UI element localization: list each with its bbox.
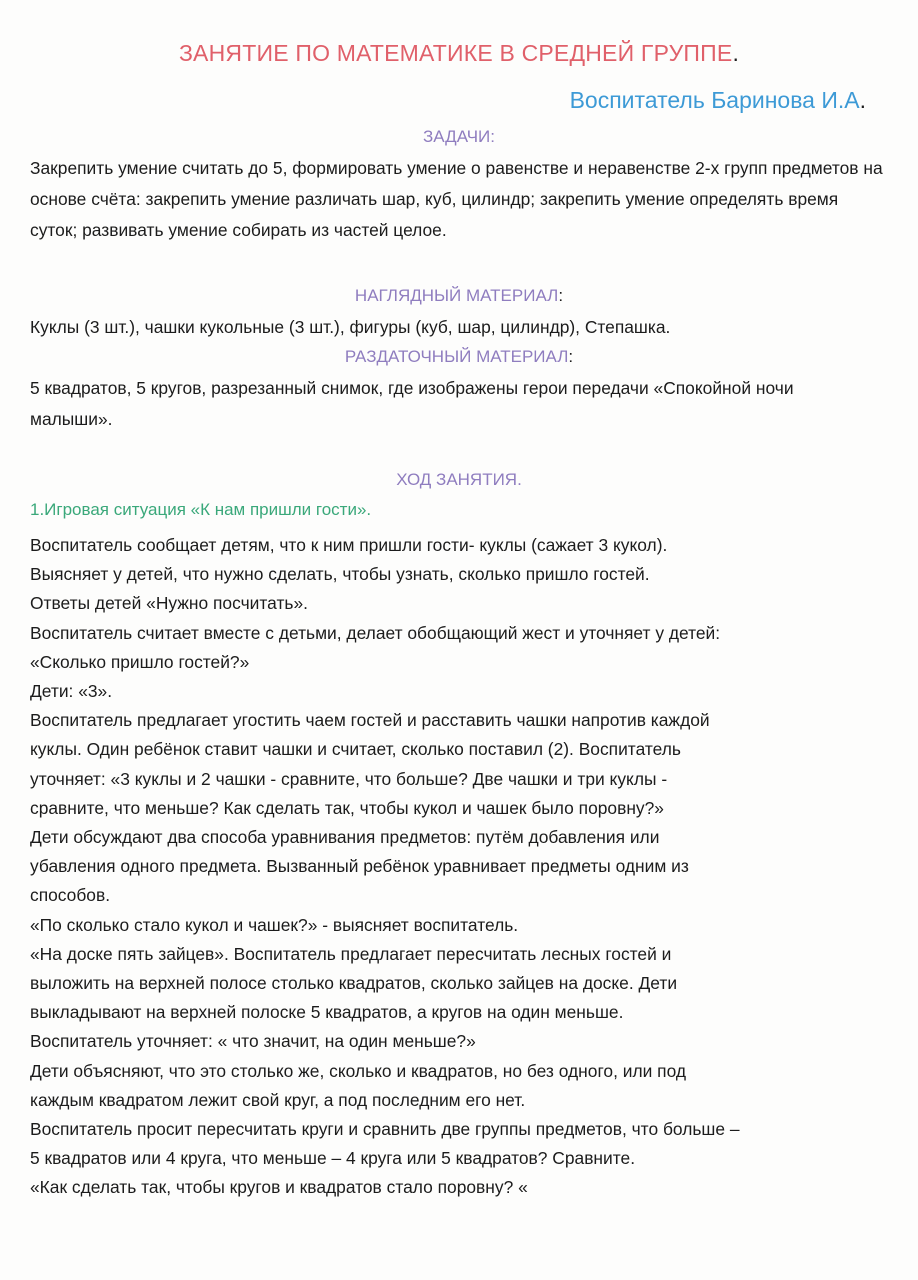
body-line: куклы. Один ребёнок ставит чашки и считает, сколько поставил (2). Воспитатель bbox=[30, 739, 681, 760]
body-line: «На доске пять зайцев». Воспитатель предлагает пересчитать лесных гостей и bbox=[30, 943, 672, 964]
body-line: «Сколько пришло гостей?» bbox=[30, 651, 250, 672]
author-text: Воспитатель Баринова И.А bbox=[569, 87, 860, 113]
author-line: Воспитатель Баринова И.А. bbox=[569, 87, 866, 113]
body-line: 5 квадратов или 4 круга, что меньше – 4 круга или 5 квадратов? Сравните. bbox=[30, 1148, 636, 1169]
body-line: выкладывают на верхней полоске 5 квадратов, а кругов на один меньше. bbox=[30, 1002, 624, 1023]
body-line: выложить на верхней полосе столько квадратов, сколько зайцев на доске. Дети bbox=[30, 973, 678, 994]
course-heading: ХОД ЗАНЯТИЯ. bbox=[396, 470, 522, 489]
title-text: ЗАНЯТИЕ ПО МАТЕМАТИКЕ В СРЕДНЕЙ ГРУППЕ bbox=[178, 40, 733, 66]
step1-title: 1.Игровая ситуация «К нам пришли гости». bbox=[30, 500, 372, 519]
body-line: Выясняет у детей, что нужно сделать, чтобы узнать, сколько пришло гостей. bbox=[30, 564, 650, 585]
body-line: Воспитатель сообщает детям, что к ним пришли гости- куклы (сажает 3 кукол). bbox=[30, 535, 668, 555]
body-line: способов. bbox=[30, 885, 111, 906]
body-line: Ответы детей «Нужно посчитать». bbox=[30, 593, 308, 614]
tasks-heading: ЗАДАЧИ: bbox=[423, 127, 495, 146]
body-line: убавления одного предмета. Вызванный ребёнок уравнивает предметы одним из bbox=[30, 856, 689, 877]
visual-material-text: Куклы (3 шт.), чашки кукольные (3 шт.), фигуры (куб, шар, цилиндр), Степашка. bbox=[30, 317, 671, 337]
body-line: уточняет: «3 куклы и 2 чашки - сравните, что больше? Две чашки и три куклы - bbox=[30, 768, 668, 789]
body-line: Воспитатель считает вместе с детьми, делает обобщающий жест и уточняет у детей: bbox=[30, 622, 721, 643]
body-line: Дети объясняют, что это столько же, сколько и квадратов, но без одного, или под bbox=[30, 1060, 687, 1081]
lesson-body bbox=[30, 531, 905, 1203]
body-line: «По сколько стало кукол и чашек?» - выясняет воспитатель. bbox=[30, 914, 519, 935]
body-line: Воспитатель уточняет: « что значит, на один меньше?» bbox=[30, 1031, 476, 1052]
body-line: «Как сделать так, чтобы кругов и квадратов стало поровну? « bbox=[30, 1177, 528, 1198]
body-line: сравните, что меньше? Как сделать так, чтобы кукол и чашек было поровну?» bbox=[30, 797, 664, 818]
body-line: Воспитатель предлагает угостить чаем гостей и расставить чашки напротив каждой bbox=[30, 710, 710, 731]
body-line: Дети: «3». bbox=[30, 681, 113, 702]
visual-material-heading: НАГЛЯДНЫЙ МАТЕРИАЛ: bbox=[354, 286, 564, 305]
handout-material-text: 5 квадратов, 5 кругов, разрезанный снимок, где изображены герои передачи «Спокойной ночи малыши». bbox=[30, 378, 794, 429]
body-line: каждым квадратом лежит свой круг, а под последним его нет. bbox=[30, 1089, 526, 1110]
body-line: Воспитатель просит пересчитать круги и сравнить две группы предметов, что больше – bbox=[30, 1119, 740, 1140]
tasks-text: Закрепить умение считать до 5, формировать умение о равенстве и неравенстве 2-х групп предметов на основе счёта: закрепить умение различать шар, куб, цилиндр; закрепить умение определять время суток; развивать умение собирать из частей целое. bbox=[30, 158, 883, 240]
body-line: Дети обсуждают два способа уравнивания предметов: путём добавления или bbox=[30, 827, 660, 848]
handout-material-heading: РАЗДАТОЧНЫЙ МАТЕРИАЛ: bbox=[344, 347, 574, 366]
document-title: ЗАНЯТИЕ ПО МАТЕМАТИКЕ В СРЕДНЕЙ ГРУППЕ. bbox=[178, 40, 740, 66]
